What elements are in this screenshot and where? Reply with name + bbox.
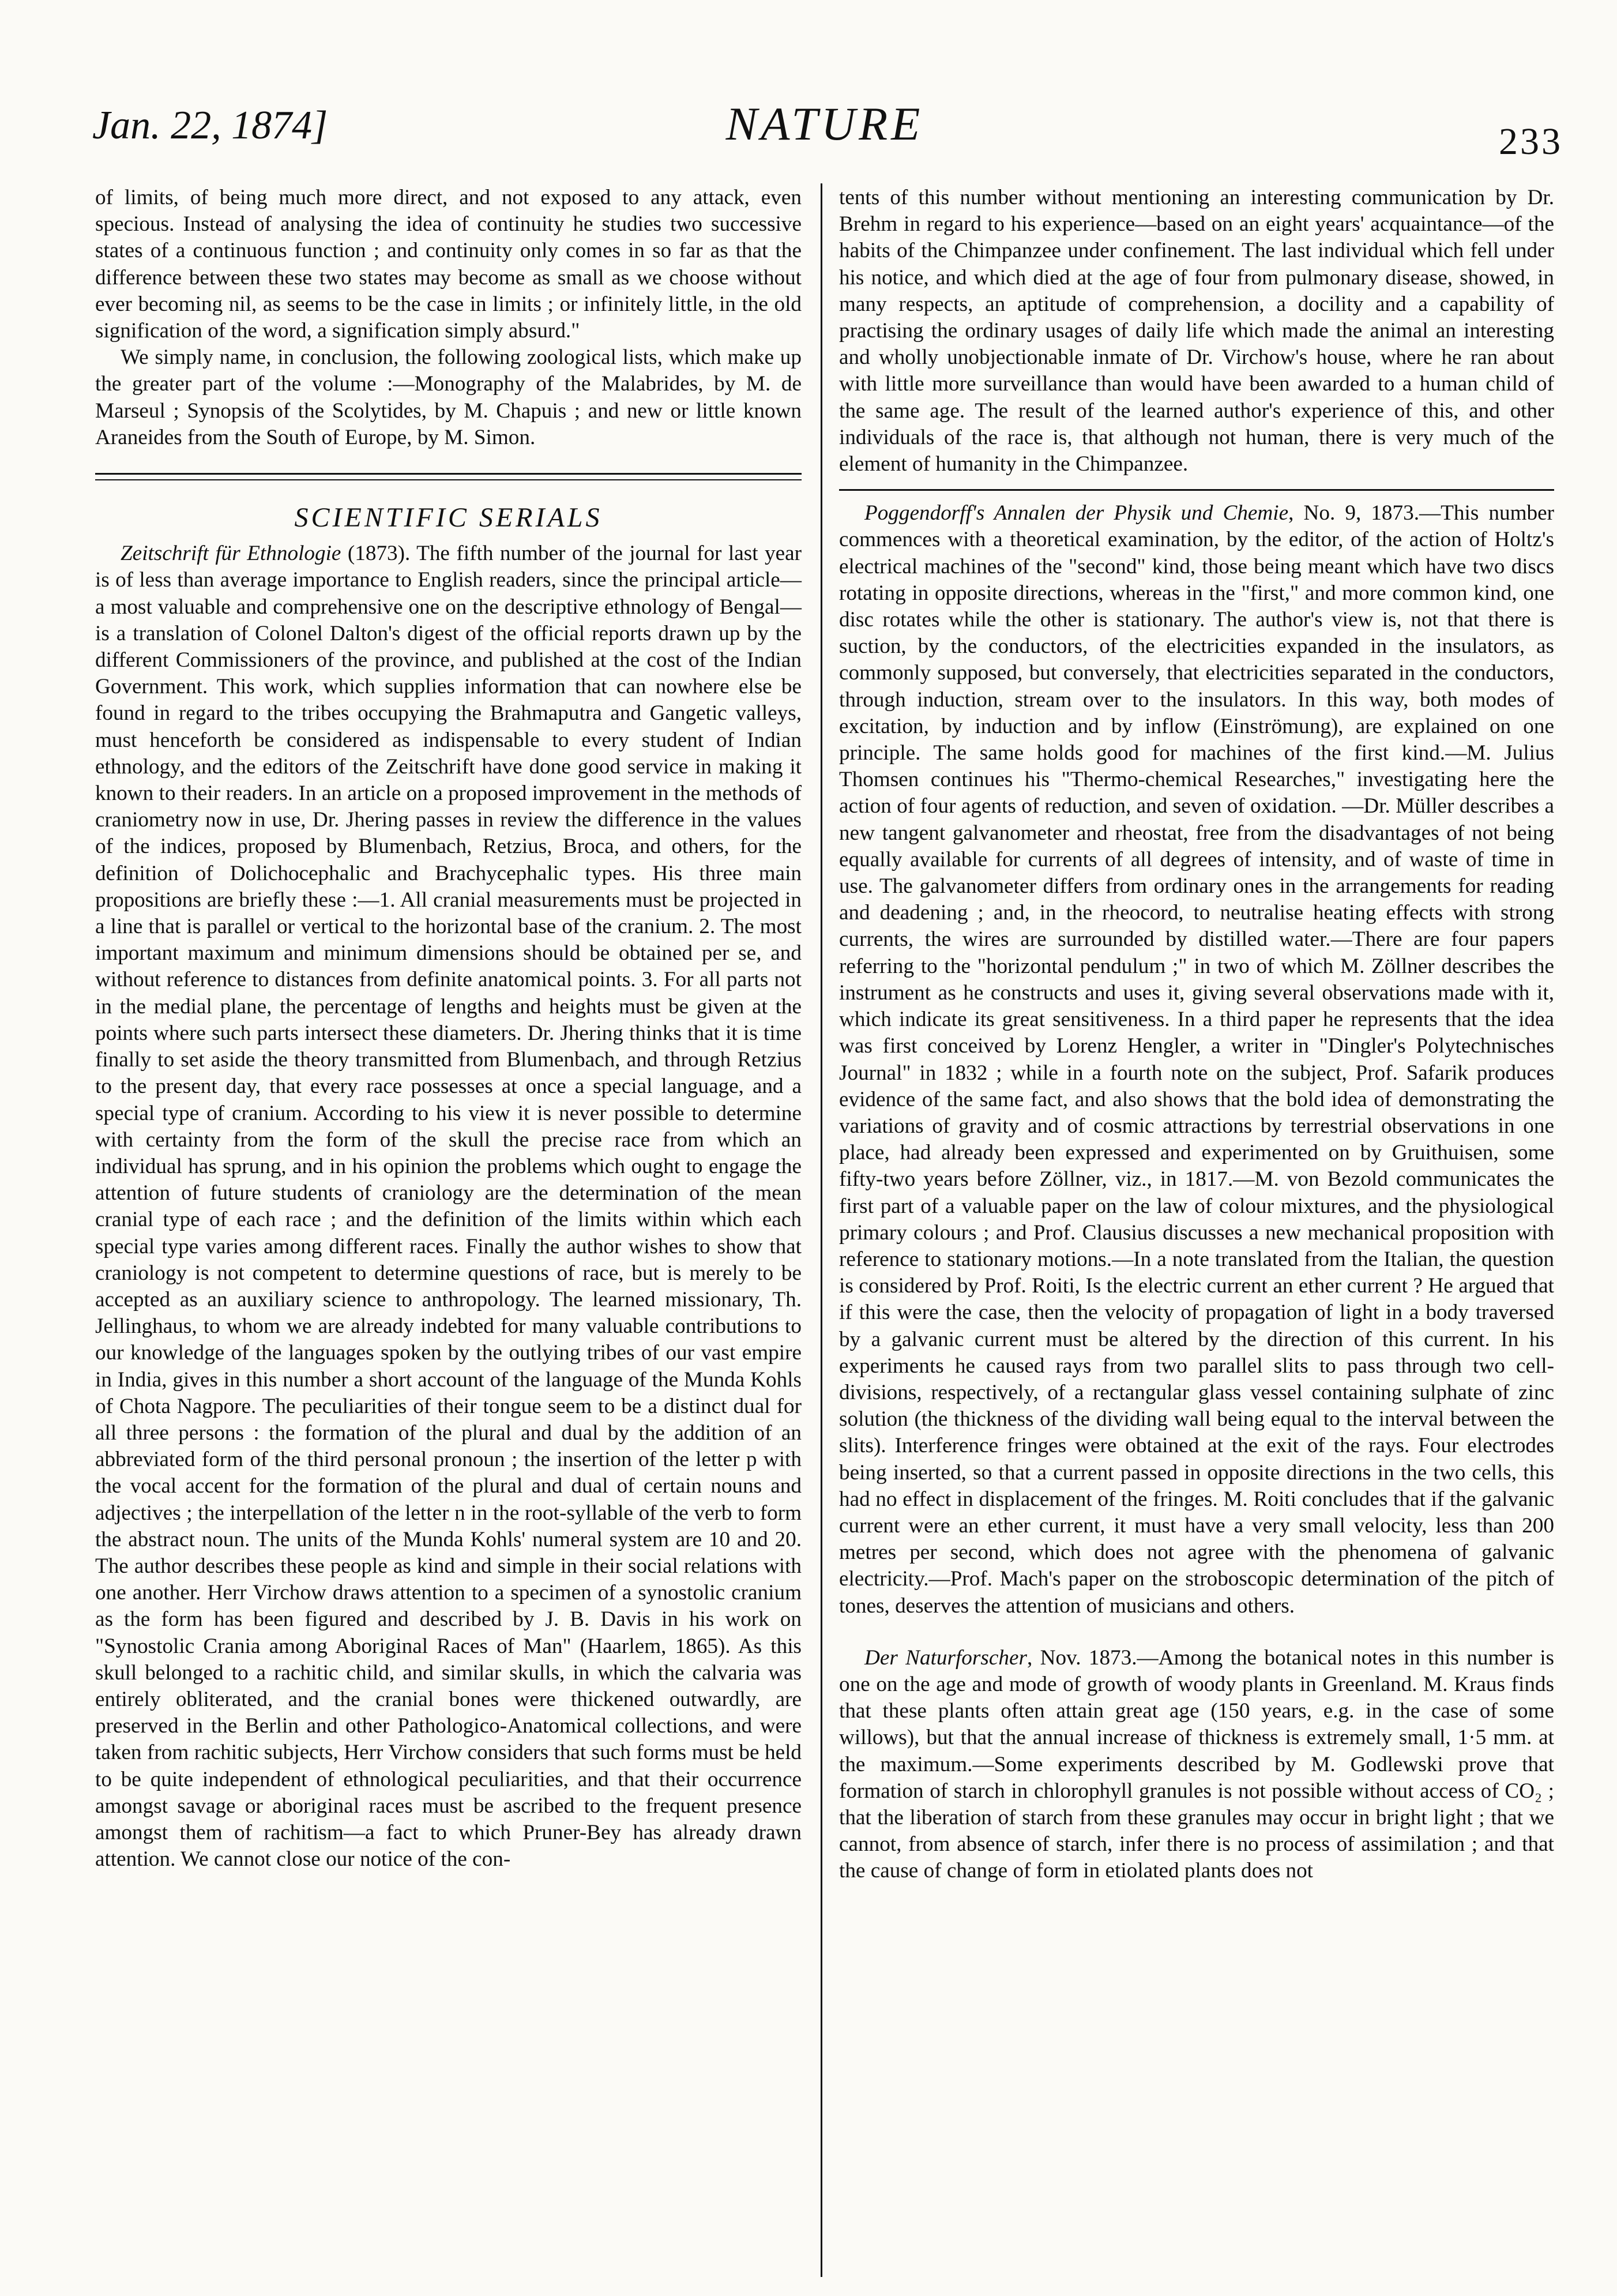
page-number: 233 (1499, 121, 1563, 163)
column-divider (821, 183, 822, 2277)
left-column (95, 185, 802, 1873)
journal-name: Poggendorff's Annalen der Physik und Chemie (864, 501, 1289, 525)
journal-name: Zeitschrift für Ethnologie (121, 542, 341, 566)
section-divider (95, 473, 802, 480)
journal-title: NATURE (725, 97, 924, 150)
right-column (839, 185, 1554, 1885)
paragraph (839, 500, 1554, 1619)
paragraph-text: , Nov. 1873.—Among the botanical notes in this number is one on the age and mode of growth of woody plants in Greenland. M. Kraus finds that these plants often attain great age (150 years, e.g. in the case of some willows), but that the annual increase of thickness is extremely small, 1·5 mm. at the maximum.—Some experiments described by M. Godlewski prove that formation of starch in chlorophyll granules is not possible without access of CO₂ ; that the liberation of starch from these granules may occur in bright light ; that we cannot, from absence of starch, infer there is no process of assimilation ; and that the cause of change of form in etiolated plants does not (839, 1645, 1555, 1883)
paragraph-text: (1873). The fifth number of the journal for last year is of less than average importance to English readers, since the principal article—a most valuable and comprehensive one on the descriptive ethnology of Bengal—is a translation of Colonel Dalton's digest of the official reports drawn up by the different Commissioners of the province, and published at the cost of the Indian Government. This work, which supplies information that can nowhere else be found in regard to the tribes occupying the Brahmaputra and Gangetic valleys, must henceforth be considered as indispensable to every student of Indian ethnology, and the editors of the Zeitschrift have done good service in making it known to their readers. In an article on a proposed improvement in the methods of craniometry now in use, Dr. Jhering passes in review the difference in the values of the indices, proposed by Blumenbach, Retzius, Broca, and others, for the definition of Dolichocephalic and Brachycephalic types. His three main propositions are briefly these :—1. All cranial measurements must be projected in a line that is parallel or vertical to the horizontal base of the cranium. 2. The most important maximum and minimum dimensions should be obtained per se, and without reference to distances from definite anatomical points. 3. For all parts not in the medial plane, the percentage of lengths and heights must be given at the points where such parts intersect these diameters. Dr. Jhering thinks that it is time finally to set aside the theory transmitted from Blumenbach, and through Retzius to the present day, that every race possesses at once a special language, and a special type of cranium. According to his view it is never possible to determine with certainty from the form of the skull the precise race from which an individual has sprung, and in his opinion the problems which ought to engage the attention of future students of craniology are the determination of the mean cranial type of each race ; and the definition of the limits within which each special type varies among different races. Finally the author wishes to show that craniology is not competent to determine questions of race, but is merely to be accepted as an auxiliary science to anthropology. The learned missionary, Th. Jellinghaus, to whom we are already indebted for many valuable contributions to our knowledge of the languages spoken by the outlying tribes of our vast empire in India, gives in this number a short account of the language of the Munda Kohls of Chota Nagpore. The peculiarities of their tongue seem to be a distinct dual for all three persons : the formation of the plural and dual by the addition of an abbreviated form of the third personal pronoun ; the insertion of the letter p with the vocal accent for the formation of the plural and dual of certain nouns and adjectives ; the interpellation of the letter n in the root-syllable of the verb to form the abstract noun. The units of the Munda Kohls' numeral system are 10 and 20. The author describes these people as kind and simple in their social relations with one another. Herr Virchow draws attention to a specimen of a synostolic cranium as the form has been figured and described by J. B. Davis in his work on "Synostolic Crania among Aboriginal Races of Man" (Haarlem, 1865). As this skull belonged to a rachitic child, and similar skulls, in which the calvaria was entirely obliterated, and the cranial bones were thickened outwardly, are preserved in the Berlin and other Pathologico-Anatomical collections, and were taken from rachitic subjects, Herr Virchow considers that such forms must be held to be quite independent of ethnological peculiarities, and that their occurrence amongst savage or aboriginal races must be ascribed to the frequent presence amongst them of rachitism—a fact to which Pruner-Bey has already drawn attention. We cannot close our notice of the con- (95, 542, 802, 1872)
paragraph: We simply name, in conclusion, the following zoological lists, which make up the greater part of the volume :—Monography of the Malabrides, by M. de Marseul ; Synopsis of the Scolytides, by M. Chapuis ; and new or little known Araneides from the South of Europe, by M. Simon. (95, 345, 802, 449)
running-header (87, 97, 1563, 163)
paragraph-text: , No. 9, 1873.—This number commences with a theoretical examination, by the editor, of the action of Holtz's electrical machines of the "second" kind, those being meant which have two discs rotating in opposite directions, whereas in the "first," and more common kind, one disc rotates while the other is stationary. The author's view is, not that there is suction, by the conductors, of the electricities expanded in the insulators, as commonly supposed, but conversely, that electricities separated in the conductors, through induction, stream over to the insulators. In this way, both modes of excitation, by induction and by inflow (Einströmung), are explained on one principle. The same holds good for machines of the first kind.—M. Julius Thomsen continues his "Thermo-chemical Researches," investigating here the action of four agents of reduction, and seven of oxidation. —Dr. Müller describes a new tangent galvanometer and rheostat, free from the disadvantages of not being equally available for currents of all degrees of intensity, and of waste of time in use. The galvanometer differs from ordinary ones in the arrangements for reading and deadening ; and, in the rheocord, to neutralise heating effects with strong currents, the wires are surrounded by distilled water.—There are four papers referring to the "horizontal pendulum ;" in two of which M. Zöllner describes the instrument as he constructs and uses it, giving several observations made with it, which indicate its great sensitiveness. In a third paper he represents that the idea was first conceived by Lorenz Hengler, a writer in "Dingler's Polytechnisches Journal" in 1832 ; while in a fourth note on the subject, Prof. Safarik produces evidence of the same fact, and also shows that the bold idea of demonstrating the variations of gravity and of cosmic attractions by terrestrial observations in one place, had already been expressed and experimented on by Gruithuisen, some fifty-two years before Zöllner, viz., in 1817.—M. von Bezold communicates the first part of a valuable paper on the law of colour mixtures, and the physiological primary colours ; and Prof. Clausius discusses a new mechanical proposition with reference to stationary motions.—In a note translated from the Italian, the question is considered by Prof. Roiti, Is the electric current an ether current ? He argued that if this were the case, then the velocity of propagation of light in a body traversed by a galvanic current must be altered by the direction of this current. In his experiments he caused rays from two parallel slits to pass through two cell-divisions, respectively, of a rectangular glass vessel containing sulphate of zinc solution (the thickness of the dividing wall being equal to the interval between the slits). Interference fringes were obtained at the exit of the rays. Four electrodes being inserted, so that a current passed in opposite directions in the two cells, this had no effect in displacement of the fringes. M. Roiti concludes that if the galvanic current were an ether current, it must have a very small velocity, less than 200 metres per second, which does not agree with the phenomena of galvanic electricity.—Prof. Mach's paper on the stroboscopic determination of the pitch of tones, deserves the attention of musicians and others. (839, 501, 1554, 1618)
section-divider (839, 489, 1554, 491)
issue-date: Jan. 22, 1874] (92, 103, 328, 148)
section-heading: SCIENTIFIC SERIALS (294, 502, 603, 533)
paragraph: of limits, of being much more direct, and not exposed to any attack, even specious. Instead of analysing the idea of continuity he studies two successive states of a continuous function ; and continuity only comes in so far as that the difference between these two states may become as small as we choose without ever becoming nil, as seems to be the case in limits ; or infinitely little, in the old signification of the word, a signification simply absurd." (95, 186, 802, 343)
paragraph (839, 1645, 1554, 1885)
paragraph (95, 540, 802, 1873)
journal-name: Der Naturforscher (864, 1645, 1027, 1670)
paragraph: tents of this number without mentioning an interesting communication by Dr. Brehm in regard to his experience—based on an eight years' acquaintance—of the habits of the Chimpanzee under confinement. The last individual which fell under his notice, and which died at the age of four from pulmonary disease, showed, in many respects, an aptitude of comprehension, a docility and a capability of practising the ordinary usages of daily life which made the animal an interesting and wholly unobjectionable inmate of Dr. Virchow's house, where he ran about with little more surveillance than would have been awarded to a human child of the same age. The result of the learned author's experience of this, and other individuals of the race is, that although not human, there is very much of the element of humanity in the Chimpanzee. (839, 186, 1554, 476)
